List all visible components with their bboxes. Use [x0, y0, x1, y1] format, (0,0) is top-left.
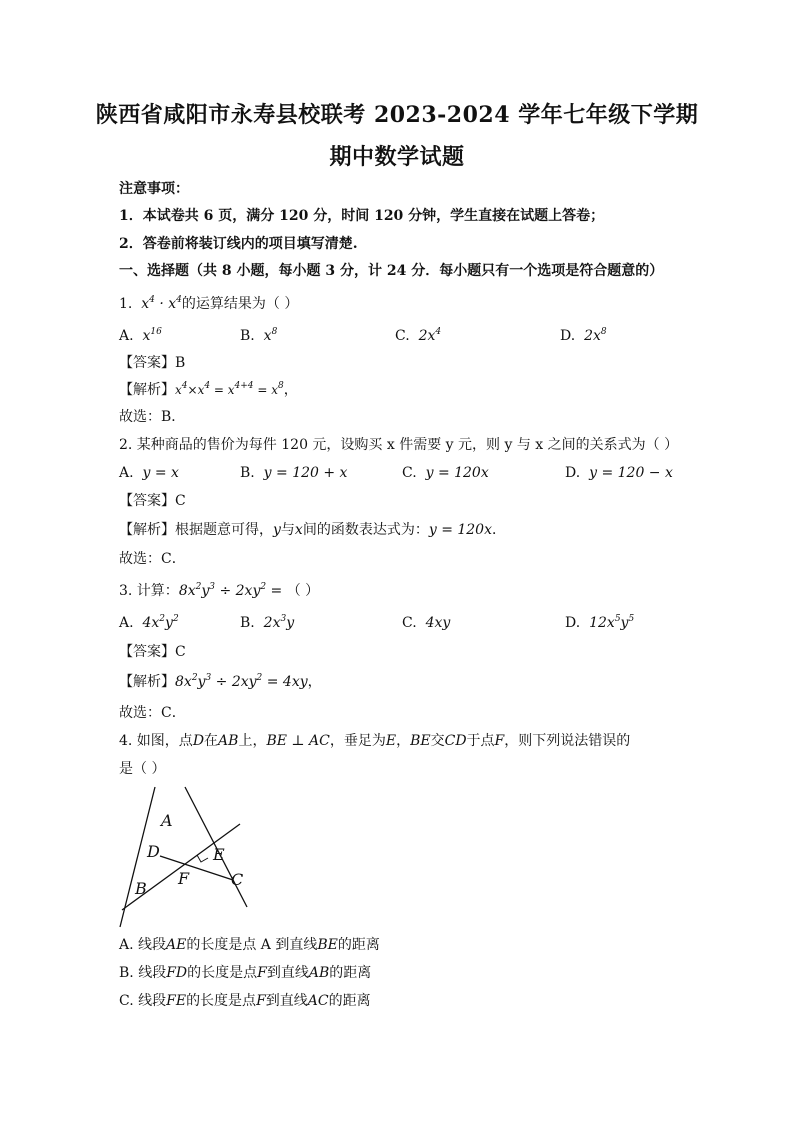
q4-option-c: C. 线段FE的长度是点F到直线AC的距离	[119, 993, 371, 1009]
label-c: C	[231, 870, 244, 889]
label-d: D	[147, 842, 160, 861]
q2-analysis: 【解析】根据题意可得，y与x间的函数表达式为：y = 120x．	[119, 522, 506, 538]
label-a: A	[161, 811, 173, 830]
section1-heading: 一、选择题（共 8 小题，每小题 3 分，计 24 分．每小题只有一个选项是符合题意的）	[119, 263, 664, 279]
q3-stem: 3. 计算：$8x^2y^3 \div 2xy^2$ = （ ）	[119, 582, 320, 599]
q2-stem: 2. 某种商品的售价为每件 120 元，设购买 x 件需要 y 元，则 y 与 x 之间的关系式为（ ）	[119, 437, 679, 453]
q2-option-a: A. y = x	[119, 465, 179, 481]
q1-option-c: C. $2x^4$	[395, 327, 442, 344]
document-title-line1: 陕西省咸阳市永寿县校联考 2023-2024 学年七年级下学期	[95, 102, 699, 128]
notice-heading: 注意事项：	[119, 181, 189, 197]
q4-option-a: A. 线段AE的长度是点 A 到直线BE的距离	[119, 937, 380, 953]
notice-item-2: 2．答卷前将装订线内的项目填写清楚.	[119, 236, 358, 252]
q1-conclusion: 故选：B．	[119, 409, 186, 425]
q2-option-b: B. y = 120 + x	[240, 465, 348, 481]
q3-option-a: A. $4x^2y^2$	[119, 614, 179, 631]
q2-answer: 【答案】C	[119, 493, 186, 509]
q2-option-d: D. y = 120 − x	[565, 465, 673, 481]
q3-option-d: D. $12x^5y^5$	[565, 614, 635, 631]
q3-conclusion: 故选：C．	[119, 705, 186, 721]
q1-expression: $x^4 \cdot x^4$	[141, 295, 182, 312]
q4-option-b: B. 线段FD的长度是点F到直线AB的距离	[119, 965, 372, 981]
q3-analysis: 【解析】$8x^2y^3 \div 2xy^2 = 4xy$，	[119, 673, 322, 690]
q3-answer: 【答案】C	[119, 644, 186, 660]
q1-stem: 1. $x^4 \cdot x^4$的运算结果为（ ）	[119, 295, 299, 312]
q1-option-d: D. $2x^8$	[560, 327, 607, 344]
q1-analysis: 【解析】$x^4\times x^4 = x^{4+4} = x^8$，	[119, 381, 298, 398]
label-f: F	[178, 869, 190, 888]
document-title-line2: 期中数学试题	[329, 144, 465, 170]
q2-option-c: C. y = 120x	[402, 465, 489, 481]
q4-stem-line1: 4. 如图，点D在AB上，BE ⊥ AC，垂足为E，BE交CD于点F，则下列说法错误的	[119, 733, 631, 749]
q3-option-b: B. $2x^3y$	[240, 614, 295, 631]
q4-stem-line2: 是（ ）	[119, 761, 166, 777]
q3-option-c: C. 4xy	[402, 615, 451, 631]
q1-option-a: A. $x^{16}$	[119, 327, 162, 344]
right-angle-mark	[197, 855, 208, 862]
q2-conclusion: 故选：C．	[119, 551, 186, 567]
notice-item-1: 1．本试卷共 6 页，满分 120 分，时间 120 分钟，学生直接在试题上答卷；	[119, 208, 605, 224]
q4-geometry-figure	[115, 782, 265, 932]
label-b: B	[135, 879, 147, 898]
label-e: E	[213, 845, 225, 864]
q1-answer: 【答案】B	[119, 355, 186, 371]
q1-option-b: B. $x^8$	[240, 327, 278, 344]
